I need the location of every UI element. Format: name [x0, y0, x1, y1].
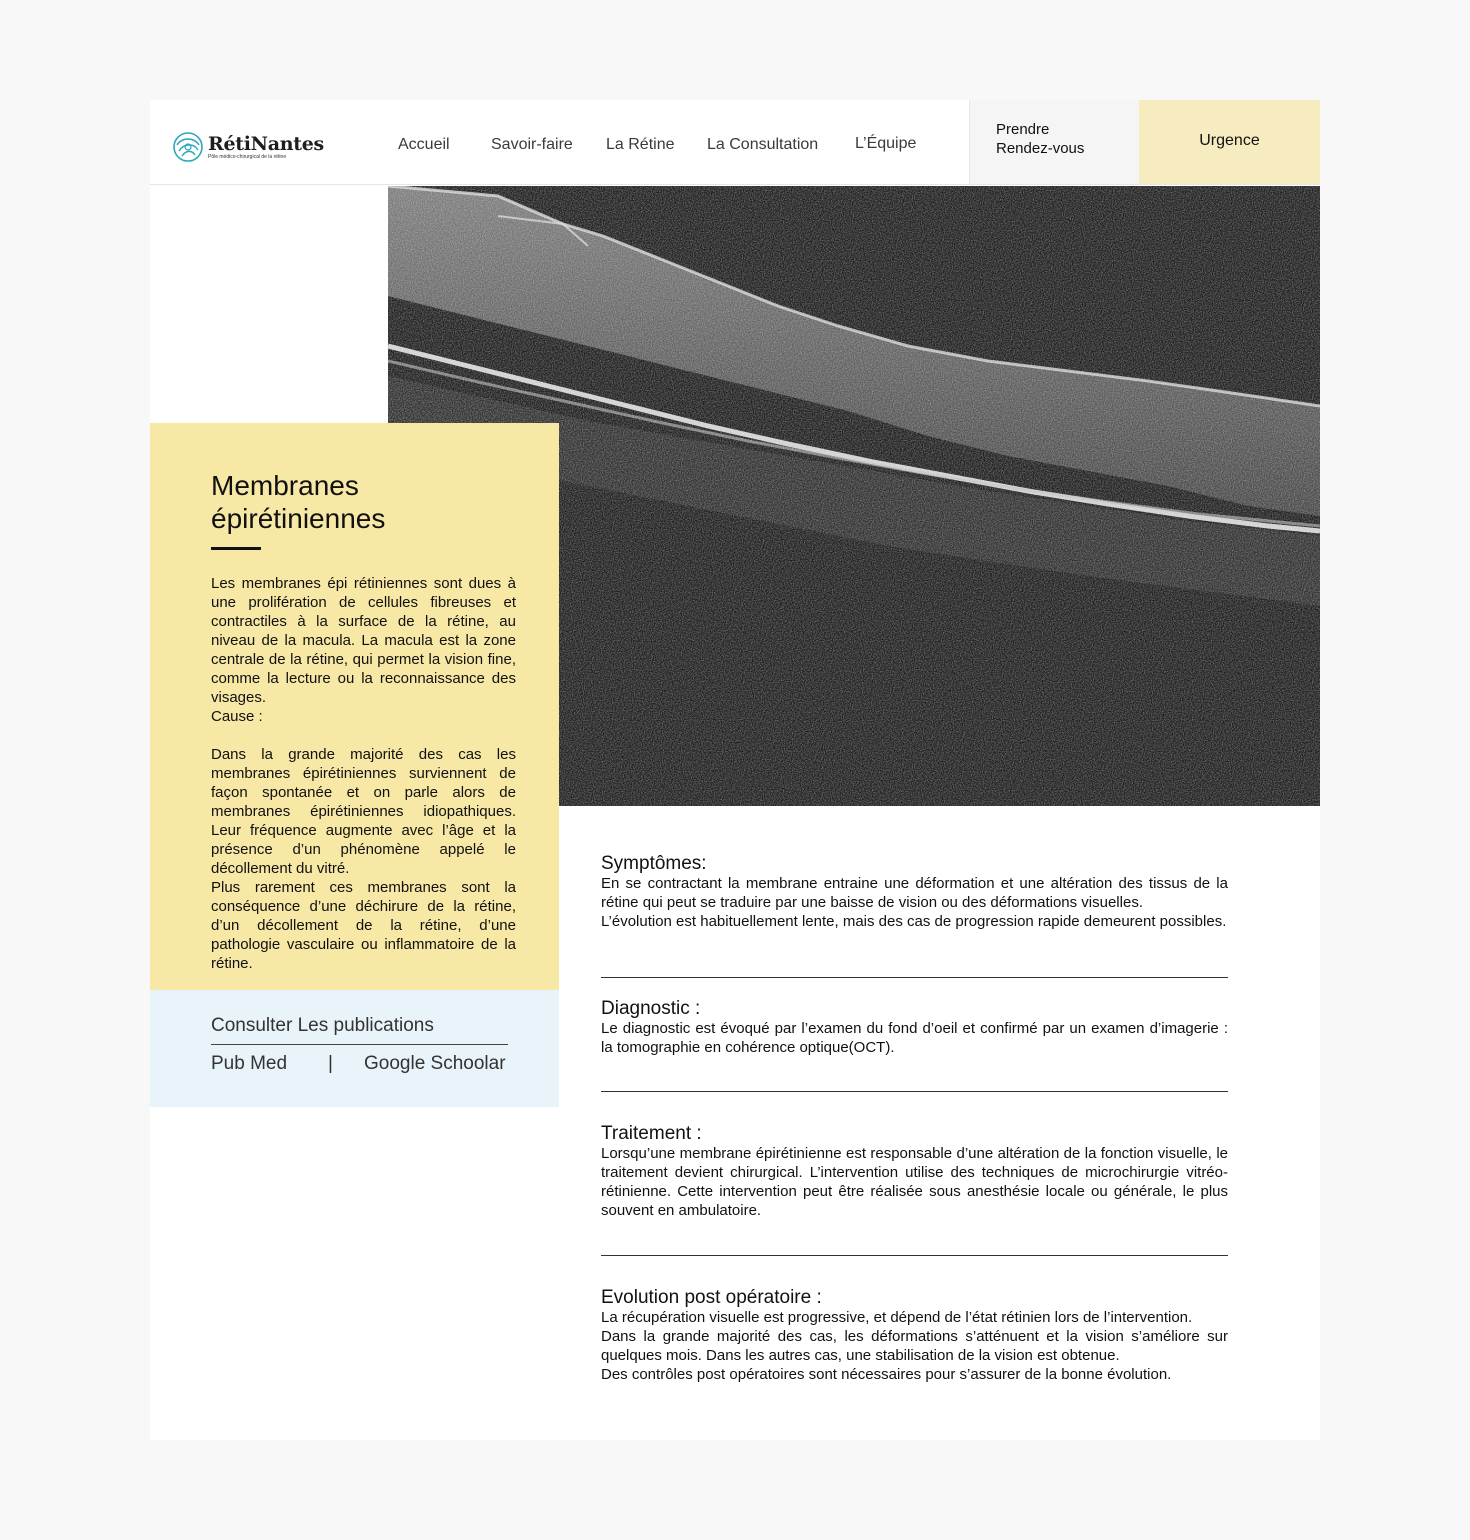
- nav-savoir-faire[interactable]: Savoir-faire: [491, 136, 573, 153]
- evolution-paragraph-3: Des contrôles post opératoires sont nécessaires pour s’assurer de la bonne évolution.: [601, 1366, 1172, 1383]
- section-diagnostic: [601, 998, 1228, 1057]
- google-scholar-link[interactable]: Google Schoolar: [364, 1053, 506, 1074]
- evolution-paragraph-2: Dans la grande majorité des cas, les déformations s’atténuent et la vision s’améliore sur quelques mois. Dans les autres cas, une stabilisation de la vision est obtenue.: [601, 1328, 1228, 1364]
- nav-la-consultation[interactable]: La Consultation: [707, 136, 819, 153]
- diagnostic-paragraph-1: Le diagnostic est évoqué par l’examen du fond d’oeil et confirmé par un examen d’imagerie : la tomographie en cohérence optique(OCT).: [601, 1020, 1228, 1056]
- publications-panel: [150, 990, 559, 1107]
- symptomes-paragraph-2: L’évolution est habituellement lente, mais des cas de progression rapide demeurent possibles.: [601, 913, 1227, 930]
- evolution-paragraph-1: La récupération visuelle est progressive, et dépend de l’état rétinien lors de l’intervention.: [601, 1309, 1193, 1326]
- intro-paragraph-3: Plus rarement ces membranes sont la conséquence d’une déchirure de la rétine, d’un décollement de la rétine, d’une pathologie vasculaire ou inflammatoire de la rétine.: [211, 879, 516, 972]
- logo-name: RétiNantes: [208, 133, 324, 155]
- traitement-paragraph-1: Lorsqu’une membrane épirétinienne est responsable d’une altération de la fonction visuelle, le traitement devient chirurgical. L’intervention utilise des techniques de microchirurgie vitréo-rétinienne. Cette intervention peut être réalisée sous anesthésie locale ou générale, le plus souvent en ambulatoire.: [601, 1145, 1228, 1219]
- section-evolution: [601, 1287, 1228, 1384]
- diagnostic-title: Diagnostic :: [601, 998, 701, 1019]
- traitement-title: Traitement :: [601, 1123, 702, 1144]
- prendre-rendez-vous-button[interactable]: [969, 100, 1139, 184]
- symptomes-title: Symptômes:: [601, 853, 707, 874]
- section-divider: [601, 977, 1228, 978]
- page-title-line1: Membranes: [211, 470, 359, 501]
- pubmed-link[interactable]: Pub Med: [211, 1053, 288, 1074]
- page-title: [211, 469, 531, 535]
- site-header: [150, 100, 1320, 185]
- nav-accueil[interactable]: Accueil: [398, 136, 450, 153]
- nav-la-retine[interactable]: La Rétine: [606, 136, 675, 153]
- intro-text: [211, 574, 516, 973]
- evolution-title: Evolution post opératoire :: [601, 1287, 822, 1308]
- intro-panel: [150, 423, 559, 990]
- urgence-button[interactable]: [1139, 100, 1320, 184]
- publications-divider: [211, 1044, 508, 1045]
- intro-paragraph-1: Les membranes épi rétiniennes sont dues à une prolifération de cellules fibreuses et contractiles à la surface de la rétine, au niveau de la macula. La macula est la zone centrale de la rétine, qui permet la vision fine, comme la lecture ou la reconnaissance des visages.: [211, 575, 516, 706]
- title-underline: [211, 547, 261, 550]
- urgence-label: Urgence: [1199, 132, 1260, 149]
- section-traitement: [601, 1123, 1228, 1220]
- logo-tagline: Pôle médico-chirurgical de la rétine: [208, 154, 287, 160]
- section-symptomes: [601, 853, 1228, 931]
- intro-cause-label: Cause :: [211, 708, 263, 725]
- intro-paragraph-2: Dans la grande majorité des cas les membranes épirétiniennes surviennent de façon spontanée et on parle alors de membranes épirétiniennes idiopathiques. Leur fréquence augmente avec l’âge et la présence d’un phénomène appelé le décollement du vitré.: [211, 746, 516, 877]
- publications-title: Consulter Les publications: [211, 1015, 434, 1036]
- page: [150, 100, 1320, 1440]
- rdv-label-line2: Rendez-vous: [996, 140, 1085, 157]
- symptomes-paragraph-1: En se contractant la membrane entraine une déformation et une altération des tissus de la rétine qui peut se traduire par une baisse de vision ou des déformations visuelles.: [601, 875, 1228, 911]
- publications-separator: |: [328, 1053, 333, 1074]
- rdv-label-line1: Prendre: [996, 121, 1050, 138]
- logo[interactable]: [172, 130, 324, 164]
- nav-l-equipe[interactable]: L’Équipe: [855, 135, 917, 152]
- retina-logo-icon: [172, 131, 204, 163]
- section-divider: [601, 1255, 1228, 1256]
- page-title-line2: épirétiniennes: [211, 503, 386, 534]
- section-divider: [601, 1091, 1228, 1092]
